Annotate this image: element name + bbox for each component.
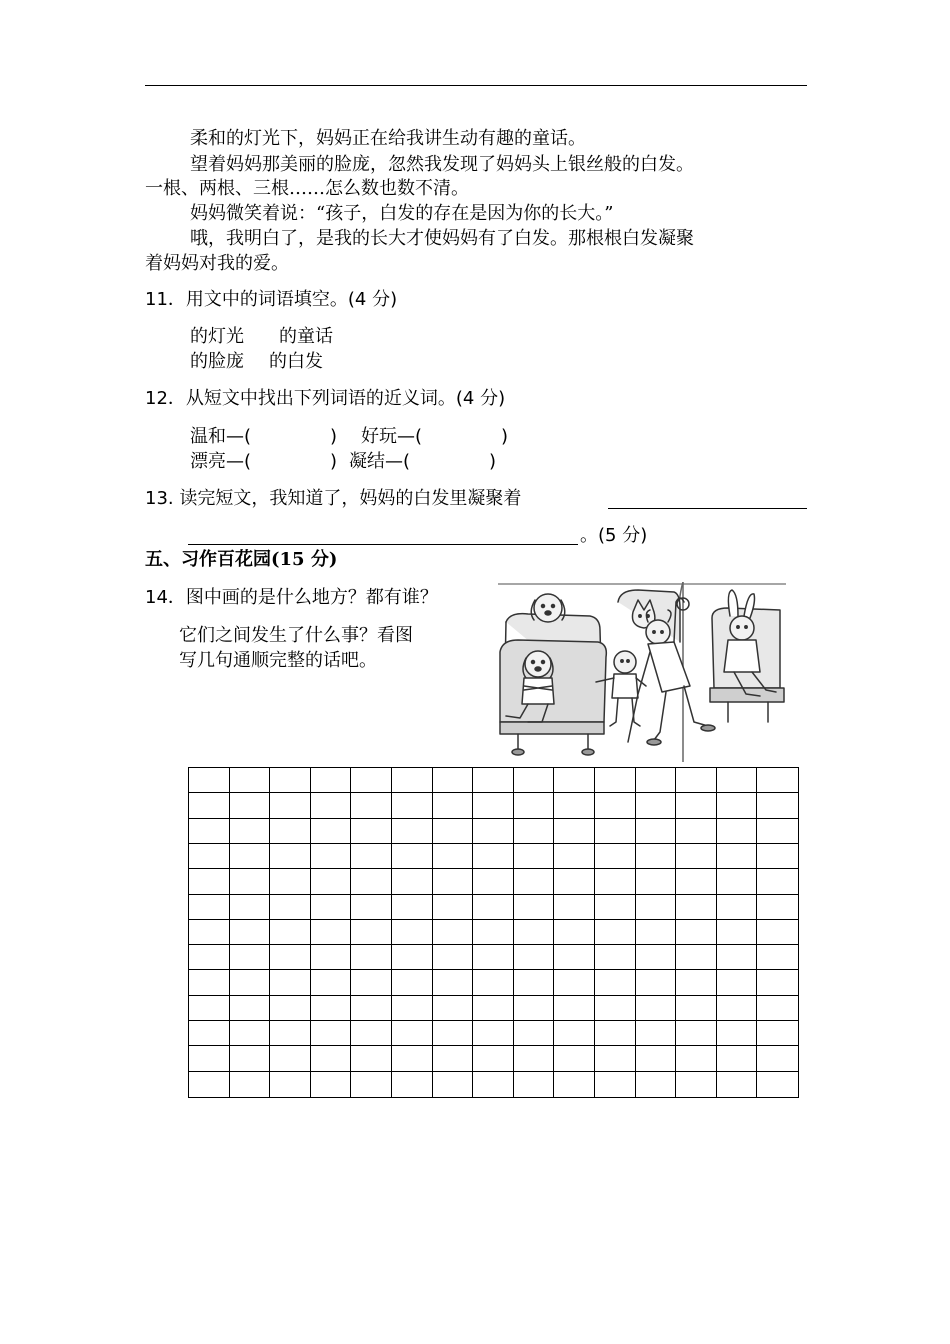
grid-cell[interactable]	[392, 768, 433, 793]
grid-cell[interactable]	[433, 945, 474, 970]
grid-cell[interactable]	[230, 1072, 271, 1097]
grid-cell[interactable]	[514, 844, 555, 869]
grid-cell[interactable]	[311, 920, 352, 945]
grid-cell[interactable]	[757, 793, 798, 818]
grid-cell[interactable]	[717, 895, 758, 920]
grid-cell[interactable]	[757, 1021, 798, 1046]
grid-cell[interactable]	[636, 920, 677, 945]
synonym-haowan-close: )	[501, 426, 509, 447]
question-12-title: 12．从短文中找出下列词语的近义词。(4 分)	[145, 388, 506, 409]
passage-paragraph-4: 哦，我明白了，是我的长大才使妈妈有了白发。那根根白发凝聚	[190, 228, 694, 249]
grid-cell[interactable]	[636, 945, 677, 970]
grid-cell[interactable]	[676, 970, 717, 995]
grid-cell[interactable]	[676, 793, 717, 818]
grid-cell[interactable]	[433, 1021, 474, 1046]
grid-cell[interactable]	[473, 819, 514, 844]
grid-cell[interactable]	[717, 793, 758, 818]
grid-cell[interactable]	[757, 844, 798, 869]
grid-cell[interactable]	[433, 819, 474, 844]
writing-grid[interactable]	[188, 767, 799, 1098]
grid-cell[interactable]	[595, 793, 636, 818]
grid-cell[interactable]	[717, 945, 758, 970]
grid-cell[interactable]	[595, 920, 636, 945]
grid-cell[interactable]	[189, 895, 230, 920]
grid-cell[interactable]	[270, 1046, 311, 1071]
grid-cell[interactable]	[514, 970, 555, 995]
grid-cell[interactable]	[189, 1046, 230, 1071]
grid-cell[interactable]	[473, 920, 514, 945]
grid-cell[interactable]	[270, 1021, 311, 1046]
grid-cell[interactable]	[311, 1046, 352, 1071]
grid-cell[interactable]	[311, 844, 352, 869]
grid-cell[interactable]	[351, 793, 392, 818]
grid-cell[interactable]	[717, 920, 758, 945]
grid-cell[interactable]	[595, 1021, 636, 1046]
grid-cell[interactable]	[311, 768, 352, 793]
header-rule	[145, 85, 807, 86]
question-11-blank-1: 的灯光	[190, 326, 244, 347]
grid-cell[interactable]	[514, 768, 555, 793]
grid-cell[interactable]	[433, 970, 474, 995]
question-13-answer-line-1[interactable]	[608, 508, 807, 509]
grid-cell[interactable]	[473, 793, 514, 818]
grid-cell[interactable]	[554, 844, 595, 869]
grid-cell[interactable]	[757, 768, 798, 793]
grid-cell[interactable]	[514, 869, 555, 894]
grid-cell[interactable]	[433, 768, 474, 793]
grid-cell[interactable]	[311, 793, 352, 818]
grid-cell[interactable]	[351, 945, 392, 970]
grid-cell[interactable]	[473, 895, 514, 920]
grid-cell[interactable]	[473, 996, 514, 1021]
grid-cell[interactable]	[757, 996, 798, 1021]
grid-cell[interactable]	[230, 819, 271, 844]
question-14-line-3: 写几句通顺完整的话吧。	[179, 650, 377, 671]
grid-cell[interactable]	[595, 819, 636, 844]
grid-cell[interactable]	[230, 945, 271, 970]
grid-cell[interactable]	[351, 1072, 392, 1097]
passage-paragraph-2: 望着妈妈那美丽的脸庞，忽然我发现了妈妈头上银丝般的白发。	[190, 154, 694, 175]
grid-cell[interactable]	[636, 895, 677, 920]
grid-cell[interactable]	[676, 1021, 717, 1046]
grid-cell[interactable]	[230, 793, 271, 818]
grid-cell[interactable]	[351, 819, 392, 844]
synonym-piaoliang-close: )	[330, 451, 338, 472]
grid-cell[interactable]	[554, 920, 595, 945]
grid-cell[interactable]	[351, 996, 392, 1021]
grid-cell[interactable]	[717, 768, 758, 793]
grid-cell[interactable]	[514, 793, 555, 818]
grid-cell[interactable]	[595, 1072, 636, 1097]
grid-cell[interactable]	[311, 1021, 352, 1046]
grid-cell[interactable]	[392, 844, 433, 869]
grid-cell[interactable]	[230, 869, 271, 894]
grid-cell[interactable]	[351, 920, 392, 945]
grid-cell[interactable]	[392, 970, 433, 995]
grid-cell[interactable]	[757, 895, 798, 920]
grid-cell[interactable]	[230, 970, 271, 995]
grid-cell[interactable]	[595, 895, 636, 920]
grid-cell[interactable]	[351, 1046, 392, 1071]
grid-cell[interactable]	[676, 844, 717, 869]
grid-cell[interactable]	[514, 920, 555, 945]
question-14-line-2: 它们之间发生了什么事？看图	[179, 625, 413, 646]
grid-cell[interactable]	[676, 768, 717, 793]
grid-cell[interactable]	[230, 768, 271, 793]
grid-cell[interactable]	[270, 945, 311, 970]
grid-cell[interactable]	[757, 945, 798, 970]
grid-cell[interactable]	[311, 819, 352, 844]
grid-cell[interactable]	[473, 1021, 514, 1046]
grid-cell[interactable]	[595, 996, 636, 1021]
grid-cell[interactable]	[757, 1072, 798, 1097]
grid-cell[interactable]	[554, 945, 595, 970]
grid-cell[interactable]	[676, 996, 717, 1021]
grid-cell[interactable]	[230, 1021, 271, 1046]
grid-cell[interactable]	[676, 869, 717, 894]
grid-cell[interactable]	[514, 1021, 555, 1046]
grid-cell[interactable]	[514, 1072, 555, 1097]
grid-cell[interactable]	[595, 844, 636, 869]
grid-cell[interactable]	[473, 844, 514, 869]
grid-cell[interactable]	[676, 819, 717, 844]
grid-cell[interactable]	[473, 768, 514, 793]
grid-cell[interactable]	[636, 819, 677, 844]
grid-cell[interactable]	[311, 996, 352, 1021]
grid-cell[interactable]	[595, 768, 636, 793]
passage-paragraph-4-cont: 着妈妈对我的爱。	[145, 253, 289, 274]
grid-cell[interactable]	[676, 895, 717, 920]
grid-cell[interactable]	[554, 793, 595, 818]
grid-cell[interactable]	[473, 1072, 514, 1097]
grid-cell[interactable]	[554, 768, 595, 793]
grid-cell[interactable]	[514, 819, 555, 844]
synonym-wenhe: 温和—(	[190, 426, 252, 447]
grid-cell[interactable]	[473, 1046, 514, 1071]
grid-cell[interactable]	[433, 1046, 474, 1071]
grid-cell[interactable]	[351, 895, 392, 920]
grid-cell[interactable]	[311, 1072, 352, 1097]
grid-cell[interactable]	[636, 1046, 677, 1071]
grid-cell[interactable]	[189, 819, 230, 844]
grid-cell[interactable]	[392, 793, 433, 818]
question-11-blank-4: 的白发	[269, 351, 323, 372]
grid-cell[interactable]	[311, 895, 352, 920]
synonym-haowan: 好玩—(	[361, 426, 423, 447]
grid-cell[interactable]	[514, 1046, 555, 1071]
grid-cell[interactable]	[270, 970, 311, 995]
grid-cell[interactable]	[595, 945, 636, 970]
grid-cell[interactable]	[270, 1072, 311, 1097]
grid-cell[interactable]	[514, 895, 555, 920]
grid-cell[interactable]	[189, 1021, 230, 1046]
grid-cell[interactable]	[189, 793, 230, 818]
grid-cell[interactable]	[392, 869, 433, 894]
passage-paragraph-1: 柔和的灯光下，妈妈正在给我讲生动有趣的童话。	[190, 128, 586, 149]
grid-cell[interactable]	[676, 1046, 717, 1071]
grid-cell[interactable]	[311, 869, 352, 894]
grid-cell[interactable]	[595, 869, 636, 894]
grid-cell[interactable]	[757, 920, 798, 945]
grid-cell[interactable]	[351, 970, 392, 995]
grid-cell[interactable]	[189, 996, 230, 1021]
grid-cell[interactable]	[636, 869, 677, 894]
grid-cell[interactable]	[473, 945, 514, 970]
synonym-piaoliang: 漂亮—(	[190, 451, 252, 472]
grid-cell[interactable]	[717, 869, 758, 894]
grid-cell[interactable]	[189, 970, 230, 995]
grid-cell[interactable]	[636, 768, 677, 793]
grid-cell[interactable]	[554, 996, 595, 1021]
grid-cell[interactable]	[270, 768, 311, 793]
grid-cell[interactable]	[230, 895, 271, 920]
grid-cell[interactable]	[514, 945, 555, 970]
grid-cell[interactable]	[554, 819, 595, 844]
grid-cell[interactable]	[351, 869, 392, 894]
grid-cell[interactable]	[717, 1046, 758, 1071]
grid-cell[interactable]	[473, 869, 514, 894]
grid-cell[interactable]	[392, 1046, 433, 1071]
grid-cell[interactable]	[189, 869, 230, 894]
grid-cell[interactable]	[676, 920, 717, 945]
grid-cell[interactable]	[717, 844, 758, 869]
grid-cell[interactable]	[757, 970, 798, 995]
grid-cell[interactable]	[311, 945, 352, 970]
grid-cell[interactable]	[189, 768, 230, 793]
grid-cell[interactable]	[230, 996, 271, 1021]
grid-cell[interactable]	[270, 793, 311, 818]
grid-cell[interactable]	[554, 970, 595, 995]
grid-cell[interactable]	[189, 1072, 230, 1097]
grid-cell[interactable]	[270, 895, 311, 920]
grid-cell[interactable]	[636, 996, 677, 1021]
grid-cell[interactable]	[392, 1072, 433, 1097]
grid-cell[interactable]	[514, 996, 555, 1021]
passage-paragraph-3: 妈妈微笑着说：“孩子，白发的存在是因为你的长大。”	[190, 203, 614, 224]
grid-cell[interactable]	[554, 895, 595, 920]
grid-cell[interactable]	[392, 819, 433, 844]
question-11-blank-2: 的童话	[279, 326, 333, 347]
question-13-answer-line-2[interactable]	[188, 544, 578, 545]
bus-scene-illustration	[498, 582, 786, 762]
grid-cell[interactable]	[270, 844, 311, 869]
grid-cell[interactable]	[636, 793, 677, 818]
grid-cell[interactable]	[717, 1072, 758, 1097]
grid-cell[interactable]	[636, 970, 677, 995]
grid-cell[interactable]	[392, 1021, 433, 1046]
grid-cell[interactable]	[392, 945, 433, 970]
grid-cell[interactable]	[189, 920, 230, 945]
grid-cell[interactable]	[270, 996, 311, 1021]
grid-cell[interactable]	[636, 844, 677, 869]
grid-cell[interactable]	[230, 920, 271, 945]
grid-cell[interactable]	[433, 1072, 474, 1097]
grid-cell[interactable]	[554, 1021, 595, 1046]
grid-cell[interactable]	[351, 1021, 392, 1046]
grid-cell[interactable]	[473, 970, 514, 995]
grid-cell[interactable]	[189, 945, 230, 970]
question-11-title: 11．用文中的词语填空。(4 分)	[145, 289, 398, 310]
grid-cell[interactable]	[270, 869, 311, 894]
grid-cell[interactable]	[554, 1046, 595, 1071]
grid-cell[interactable]	[392, 920, 433, 945]
grid-cell[interactable]	[270, 819, 311, 844]
grid-cell[interactable]	[717, 970, 758, 995]
grid-cell[interactable]	[676, 1072, 717, 1097]
grid-cell[interactable]	[595, 1046, 636, 1071]
grid-cell[interactable]	[595, 970, 636, 995]
synonym-ningjie: 凝结—(	[349, 451, 411, 472]
grid-cell[interactable]	[636, 1021, 677, 1046]
question-14-title: 14．图中画的是什么地方？都有谁？	[145, 587, 438, 608]
grid-cell[interactable]	[757, 1046, 798, 1071]
grid-cell[interactable]	[757, 869, 798, 894]
grid-cell[interactable]	[392, 895, 433, 920]
question-11-blank-3: 的脸庞	[190, 351, 244, 372]
grid-cell[interactable]	[433, 920, 474, 945]
grid-cell[interactable]	[636, 1072, 677, 1097]
grid-cell[interactable]	[351, 768, 392, 793]
grid-cell[interactable]	[554, 1072, 595, 1097]
grid-cell[interactable]	[433, 793, 474, 818]
grid-cell[interactable]	[717, 996, 758, 1021]
grid-cell[interactable]	[392, 996, 433, 1021]
grid-cell[interactable]	[717, 819, 758, 844]
passage-paragraph-2-cont: 一根、两根、三根……怎么数也数不清。	[145, 178, 469, 199]
grid-cell[interactable]	[270, 920, 311, 945]
grid-cell[interactable]	[433, 844, 474, 869]
grid-cell[interactable]	[189, 844, 230, 869]
grid-cell[interactable]	[676, 945, 717, 970]
grid-cell[interactable]	[351, 844, 392, 869]
grid-cell[interactable]	[717, 1021, 758, 1046]
grid-cell[interactable]	[433, 996, 474, 1021]
grid-cell[interactable]	[230, 1046, 271, 1071]
grid-cell[interactable]	[554, 869, 595, 894]
synonym-wenhe-close: )	[330, 426, 338, 447]
section-5-title: 五、习作百花园(15 分)	[145, 549, 338, 570]
question-13-score: 。(5 分)	[580, 525, 648, 546]
grid-cell[interactable]	[230, 844, 271, 869]
grid-cell[interactable]	[311, 970, 352, 995]
question-13-title: 13. 读完短文，我知道了，妈妈的白发里凝聚着	[145, 488, 522, 509]
grid-cell[interactable]	[433, 869, 474, 894]
grid-cell[interactable]	[757, 819, 798, 844]
synonym-ningjie-close: )	[489, 451, 497, 472]
grid-cell[interactable]	[433, 895, 474, 920]
